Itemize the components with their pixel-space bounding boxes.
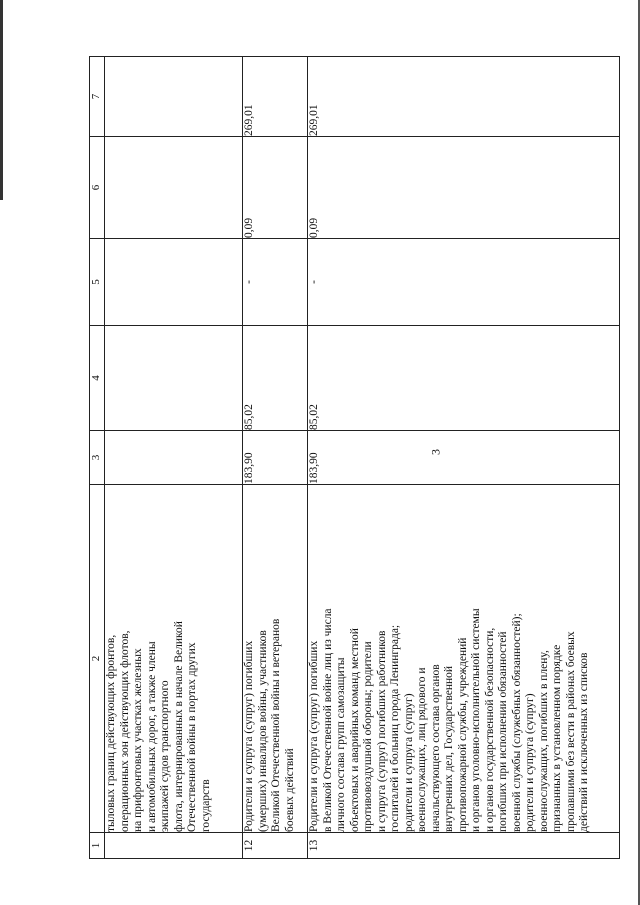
text-line: госпиталей и больниц города Ленинграда;	[389, 624, 401, 832]
text-line: родители и супруга (супруг)	[524, 693, 536, 832]
text-line: противовоздушной обороны; родители	[362, 641, 374, 832]
table-row-13	[308, 57, 620, 859]
text-line: флота, интернированных в начале Великой	[172, 621, 185, 832]
text-line: начальствующего состава органов	[429, 664, 442, 832]
document-table-rotated	[89, 57, 620, 859]
cell-col-7: 269,01	[308, 57, 620, 137]
header-col-4: 4	[90, 326, 105, 431]
header-col-6: 6	[90, 137, 105, 239]
text-line: Родители и супруга (супруг) погибших	[243, 640, 255, 832]
cell-col-7: 269,01	[243, 57, 308, 137]
text-line: Родители и супруга (супруг) погибших	[308, 640, 320, 832]
text-line: личного состава групп самозащиты	[335, 657, 347, 832]
header-col-3: 3	[90, 431, 105, 485]
cell-col-3: 183,90	[308, 431, 620, 485]
text-line: Великой Отечественной войны и ветеранов	[270, 618, 282, 832]
text-line: военнослужащих, погибших в плену,	[537, 650, 550, 832]
table-row-12	[243, 57, 308, 859]
text-line: Отечественной войны в портах других	[186, 642, 198, 832]
text-line: объектовых и аварийных команд местной	[348, 628, 361, 832]
text-line: и автомобильных дорог, а также члены	[145, 641, 158, 832]
table-header-row	[90, 57, 105, 859]
cell-col-5: -	[308, 239, 620, 326]
header-col-7: 7	[90, 57, 105, 137]
text-line: на прифронтовых участках железных	[132, 648, 144, 832]
cell-col-6: 0,09	[308, 137, 620, 239]
text-line: тыловых границ действующих фронтов,	[105, 634, 117, 832]
header-col-5: 5	[90, 239, 105, 326]
text-line: военной службы (служебных обязанностей);	[510, 613, 523, 832]
text-line: пропавшими без вести в районах боевых	[564, 631, 577, 832]
text-line: военнослужащих, лиц рядового и	[416, 667, 428, 832]
text-line: экипажей судов транспортного	[159, 680, 171, 832]
cell-col-4: 85,02	[308, 326, 620, 431]
page-number: 3	[428, 449, 443, 455]
cell-col-3: 183,90	[243, 431, 308, 485]
row-number	[105, 833, 243, 859]
text-line: в Великой Отечественной войне лиц из числа	[321, 608, 334, 832]
text-line: и супруга (супруг) погибших работников	[375, 630, 388, 832]
header-col-1: 1	[90, 833, 105, 859]
text-line: родители и супруга (супруг)	[402, 693, 415, 832]
cell-col-6	[105, 137, 243, 239]
cell-col-5	[105, 239, 243, 326]
text-line: и органов государственной безопасности,	[483, 627, 496, 832]
row-description	[243, 485, 308, 833]
text-line: (умерших) инвалидов войны, участников	[256, 630, 269, 832]
row-number: 13	[308, 833, 620, 859]
text-line: внутренних дел, Государственной	[443, 665, 455, 832]
cell-col-6: 0,09	[243, 137, 308, 239]
text-line: операционных зон действующих флотов,	[118, 630, 131, 832]
cell-col-5: -	[243, 239, 308, 326]
text-line: государств	[199, 779, 212, 832]
row-number: 12	[243, 833, 308, 859]
text-line: боевых действий	[283, 748, 296, 832]
row-description	[105, 485, 243, 833]
text-line: и органов уголовно-исполнительной системы	[470, 608, 482, 832]
text-line: погибших при исполнении обязанностей	[497, 631, 509, 832]
text-line: признанных в установленном порядке	[551, 644, 563, 832]
benefits-table	[89, 56, 620, 859]
table-row-continuation	[105, 57, 243, 859]
cell-col-3	[105, 431, 243, 485]
scan-edge-left	[0, 0, 3, 200]
cell-col-7	[105, 57, 243, 137]
cell-col-4: 85,02	[243, 326, 308, 431]
header-col-2: 2	[90, 485, 105, 833]
text-line: противопожарной службы, учреждений	[456, 637, 469, 832]
text-line: действий и исключенных из списков	[578, 652, 590, 832]
cell-col-4	[105, 326, 243, 431]
row-description	[308, 485, 620, 833]
